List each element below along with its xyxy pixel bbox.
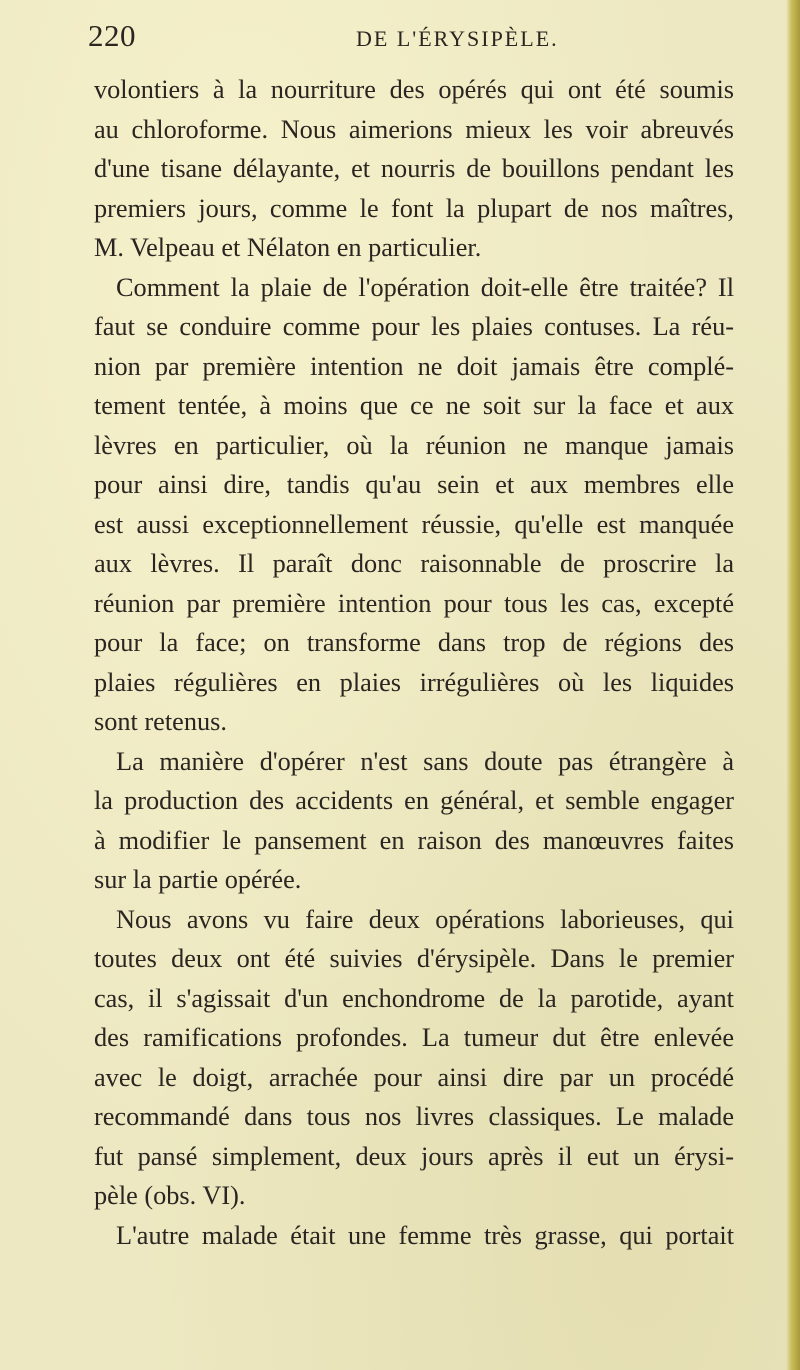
text-line: est aussi exceptionnellement réussie, qu'elle est manquée — [94, 509, 734, 539]
text-line: pour ainsi dire, tandis qu'au sein et aux membres elle — [94, 470, 734, 499]
text-line: plaies régulières en plaies irrégulières où les liquides — [94, 667, 734, 697]
running-head: DE L'ÉRYSIPÈLE. — [356, 26, 559, 51]
text-line: L'autre malade était une femme très grasse, qui portait — [116, 1220, 734, 1250]
text-line: fut pansé simplement, deux jours après il eut un érysi- — [94, 1141, 734, 1171]
body-text — [94, 70, 734, 1255]
text-line: au chloroforme. Nous aimerions mieux les voir abreuvés — [94, 114, 734, 144]
text-line: aux lèvres. Il paraît donc raisonnable de proscrire la — [94, 549, 734, 578]
text-line: nion par première intention ne doit jamais être complé- — [94, 351, 734, 381]
text-line: avec le doigt, arrachée pour ainsi dire par un procédé — [94, 1062, 734, 1092]
text-line: La manière d'opérer n'est sans doute pas étrangère à — [116, 746, 734, 776]
page-number: 220 — [88, 18, 136, 53]
text-line: sont retenus. — [94, 707, 227, 736]
text-line: d'une tisane délayante, et nourris de bouillons pendant les — [94, 154, 734, 183]
text-line: premiers jours, comme le font la plupart de nos maîtres, — [94, 193, 734, 223]
text-line: pour la face; on transforme dans trop de régions des — [94, 628, 734, 657]
page-edge — [786, 0, 800, 1370]
page-header — [88, 18, 728, 58]
text-line: des ramifications profondes. La tumeur dut être enlevée — [94, 1023, 734, 1052]
text-line: cas, il s'agissait d'un enchondrome de la parotide, ayant — [94, 983, 734, 1013]
text-line: Comment la plaie de l'opération doit-elle être traitée? Il — [116, 272, 734, 302]
text-line: faut se conduire comme pour les plaies contuses. La réu- — [94, 312, 734, 341]
text-line: tement tentée, à moins que ce ne soit sur la face et aux — [94, 391, 734, 420]
text-line: pèle (obs. VI). — [94, 1181, 246, 1210]
text-line: réunion par première intention pour tous les cas, excepté — [94, 588, 734, 618]
text-line: volontiers à la nourriture des opérés qui ont été soumis — [94, 75, 734, 104]
text-line: la production des accidents en général, et semble engager — [94, 786, 734, 815]
text-line: à modifier le pansement en raison des manœuvres faites — [94, 825, 734, 855]
text-line: toutes deux ont été suivies d'érysipèle. Dans le premier — [94, 944, 734, 973]
text-line: recommandé dans tous nos livres classiques. Le malade — [94, 1102, 734, 1131]
text-line: lèvres en particulier, où la réunion ne manque jamais — [94, 430, 734, 460]
text-line: sur la partie opérée. — [94, 865, 302, 894]
text-line: M. Velpeau et Nélaton en particulier. — [94, 233, 482, 262]
text-line: Nous avons vu faire deux opérations laborieuses, qui — [116, 904, 734, 934]
